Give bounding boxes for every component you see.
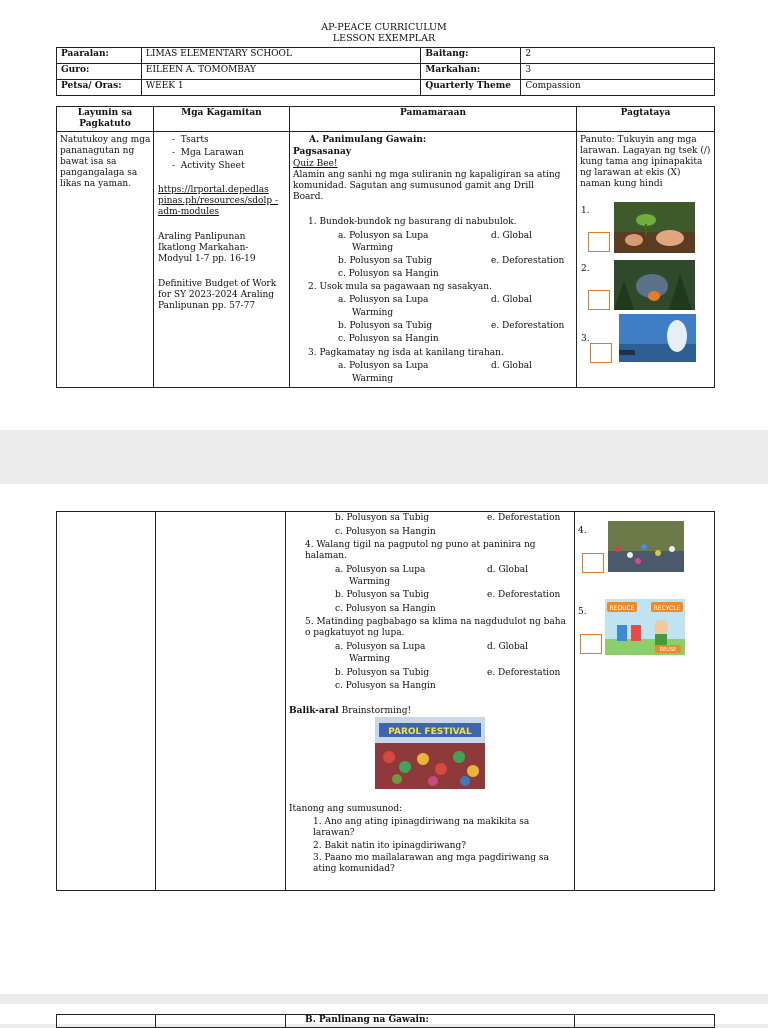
date-value: WEEK 1 (141, 80, 420, 96)
question-5: 5. Matinding pagbabago sa klima na nagdudulot ng baha o pagkatuyot ng lupa. (305, 617, 566, 638)
grade-value: 2 (521, 48, 715, 64)
option-d-cont: Warming (352, 308, 394, 318)
theme-value: Compassion (521, 80, 715, 96)
objective-text: Natutukoy ang mga pananagutan ng bawat isa sa pangangalaga sa likas na yaman. (60, 135, 151, 189)
option-d-cont: Warming (352, 374, 394, 384)
col-header-assessment: Pagtataya (620, 108, 671, 118)
answer-box[interactable] (580, 634, 602, 654)
date-label: Petsa/ Oras: (57, 80, 142, 96)
body-cell-1 (56, 511, 156, 891)
col-header-objective: Layunin sa Pagkatuto (77, 108, 133, 129)
planting-tree-photo (614, 202, 695, 253)
quiz-instructions: Alamin ang sanhi ng mga suliranin ng kapaligiran sa ating komunidad. Sagutan ang sumusunod gamit ang Drill Board. (293, 170, 561, 202)
garbage-shore-photo (608, 521, 684, 572)
forest-fire-photo (614, 260, 695, 310)
option-a: a. Polusyon sa Lupa (338, 361, 429, 371)
material-item: - Tsarts (172, 135, 209, 145)
school-label: Paaralan: (57, 48, 142, 64)
body-cell-4 (574, 1014, 715, 1028)
body-cell-2 (155, 1014, 286, 1028)
option-d: d. Global (487, 565, 528, 575)
reuse-sign: REUSE (659, 647, 677, 653)
option-e: e. Deforestation (491, 256, 565, 266)
lrportal-link[interactable]: https://lrportal.depedlas pinas.ph/resources/sdolp -adm-modules (158, 185, 278, 217)
page-3 (0, 1004, 768, 1024)
option-b: b. Polusyon sa Tubig (335, 513, 430, 523)
option-a: a. Polusyon sa Lupa (338, 231, 429, 241)
item-number: 2. (581, 264, 590, 274)
option-d-cont: Warming (352, 243, 394, 253)
smoke-water-photo (619, 314, 696, 362)
teacher-value: EILEEN A. TOMOMBAY (141, 64, 420, 80)
material-item: - Activity Sheet (172, 161, 245, 171)
col-header-materials: Mga Kagamitan (181, 108, 262, 118)
col-header-procedure: Pamamaraan (399, 108, 466, 118)
option-e: e. Deforestation (487, 590, 561, 600)
option-c: c. Polusyon sa Hangin (335, 681, 436, 691)
item-number: 4. (578, 526, 587, 536)
option-c: c. Polusyon sa Hangin (335, 604, 436, 614)
page-2 (0, 484, 768, 994)
ask-question-2: 2. Bakit natin ito ipinagdiriwang? (313, 841, 467, 851)
option-c: c. Polusyon sa Hangin (338, 334, 439, 344)
festival-banner-text: PAROL FESTIVAL (388, 727, 472, 737)
ask-question-3: 3. Paano mo mailalarawan ang mga pagdiriwang sa ating komunidad? (313, 853, 549, 874)
reference-module: Araling Panlipunan Ikatlong Markahan- Modyul 1-7 pp. 16-19 (158, 232, 256, 264)
item-number: 5. (578, 607, 587, 617)
option-b: b. Polusyon sa Tubig (338, 321, 433, 331)
answer-box[interactable] (588, 290, 610, 310)
option-b: b. Polusyon sa Tubig (335, 590, 430, 600)
quiz-bee-label: Quiz Bee! (293, 159, 338, 169)
option-a: a. Polusyon sa Lupa (335, 565, 426, 575)
option-a: a. Polusyon sa Lupa (338, 295, 429, 305)
theme-label: Quarterly Theme (421, 80, 521, 96)
page-1 (0, 0, 768, 430)
answer-box[interactable] (582, 553, 604, 573)
option-d-cont: Warming (349, 577, 391, 587)
reduce-recycle-reuse-photo (605, 599, 685, 655)
grade-label: Baitang: (421, 48, 521, 64)
question-3: 3. Pagkamatay ng isda at kanilang tirahan. (308, 348, 504, 358)
school-value: LIMAS ELEMENTARY SCHOOL (141, 48, 420, 64)
pagsasanay-label: Pagsasanay (293, 147, 352, 157)
option-e: e. Deforestation (487, 513, 561, 523)
info-table (56, 47, 715, 96)
balik-aral: Balik-aral Brainstorming! (289, 706, 412, 716)
answer-box[interactable] (590, 343, 612, 363)
item-number: 3. (581, 334, 590, 344)
option-e: e. Deforestation (487, 668, 561, 678)
question-1: 1. Bundok-bundok ng basurang di nabubulok. (308, 217, 517, 227)
option-a: a. Polusyon sa Lupa (335, 642, 426, 652)
option-b: b. Polusyon sa Tubig (338, 256, 433, 266)
teacher-label: Guro: (57, 64, 142, 80)
option-c: c. Polusyon sa Hangin (338, 269, 439, 279)
quarter-label: Markahan: (421, 64, 521, 80)
option-d: d. Global (491, 231, 532, 241)
reference-budget: Definitive Budget of Work for SY 2023-2024 Araling Panlipunan pp. 57-77 (158, 279, 277, 311)
answer-box[interactable] (588, 232, 610, 252)
recycle-sign: RECYCLE (653, 605, 681, 612)
body-cell-1 (56, 1014, 156, 1028)
section-b-heading: B. Panlinang na Gawain: (305, 1015, 429, 1025)
ask-question-1: 1. Ano ang ating ipinagdiriwang na makikita sa larawan? (313, 817, 530, 838)
option-b: b. Polusyon sa Tubig (335, 668, 430, 678)
curriculum-title: AP-PEACE CURRICULUM (321, 22, 447, 33)
option-e: e. Deforestation (491, 321, 565, 331)
question-4: 4. Walang tigil na pagputol ng puno at paninira ng halaman. (305, 540, 536, 561)
assessment-instructions: Panuto: Tukuyin ang mga larawan. Lagayan ng tsek (/) kung tama ang ipinapakita ng larawan at ekis (X) naman kung hindi (580, 135, 711, 189)
option-d: d. Global (491, 361, 532, 371)
material-item: - Mga Larawan (172, 148, 244, 158)
section-a-heading: A. Panimulang Gawain: (309, 135, 427, 145)
item-number: 1. (581, 206, 590, 216)
itanong-label: Itanong ang sumusunod: (289, 804, 403, 814)
body-cell-2 (155, 511, 286, 891)
option-d: d. Global (487, 642, 528, 652)
option-d: d. Global (491, 295, 532, 305)
quarter-value: 3 (521, 64, 715, 80)
parol-festival-photo (375, 717, 485, 789)
reduce-sign: REDUCE (609, 605, 635, 612)
question-2: 2. Usok mula sa pagawaan ng sasakyan. (308, 282, 492, 292)
option-c: c. Polusyon sa Hangin (335, 527, 436, 537)
exemplar-title: LESSON EXEMPLAR (332, 33, 436, 44)
option-d-cont: Warming (349, 654, 391, 664)
